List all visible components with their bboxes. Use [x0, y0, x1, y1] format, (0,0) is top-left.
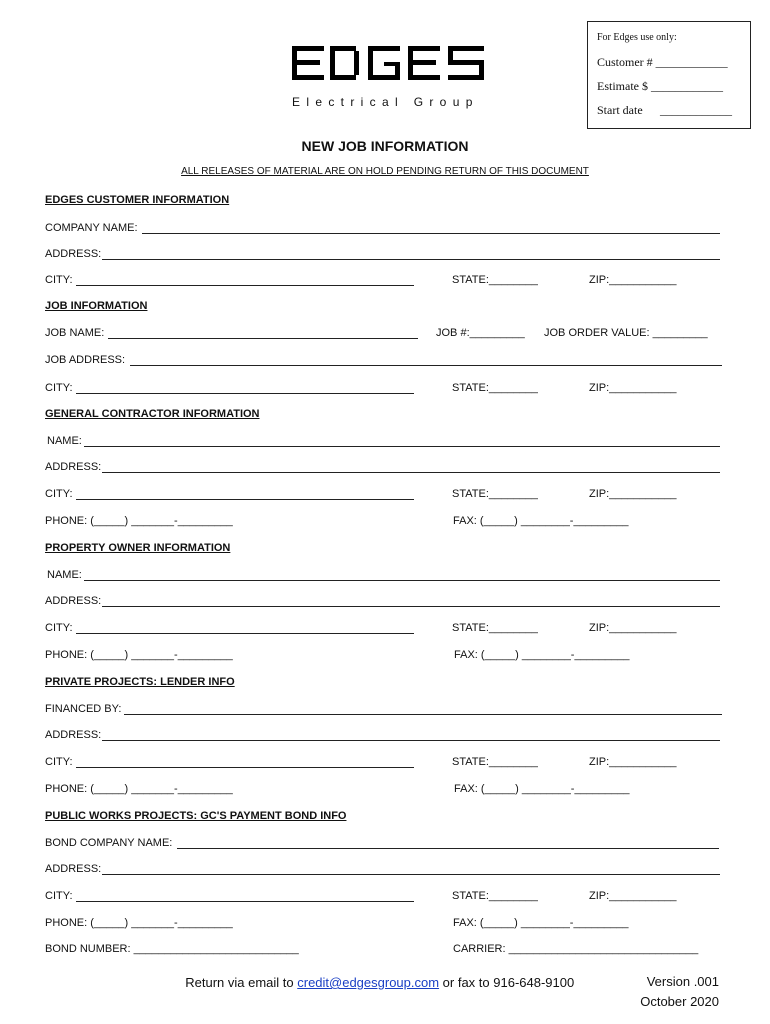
footer-date: October 2020	[640, 994, 719, 1009]
label-city: CITY:	[45, 622, 73, 634]
label-job-name: JOB NAME:	[45, 327, 105, 339]
field-fax[interactable]: FAX: (_____) ________-_________	[454, 649, 630, 661]
field-address[interactable]	[102, 606, 720, 607]
field-job-name[interactable]	[108, 338, 418, 339]
field-fax[interactable]: FAX: (_____) ________-_________	[453, 917, 629, 929]
field-state[interactable]: STATE:________	[452, 756, 538, 768]
label-address: ADDRESS:	[45, 729, 102, 741]
label-address: ADDRESS:	[45, 863, 102, 875]
label-city: CITY:	[45, 382, 73, 394]
field-job-address[interactable]	[130, 365, 722, 366]
field-address[interactable]	[102, 259, 720, 260]
field-state[interactable]: STATE:________	[452, 382, 538, 394]
field-name[interactable]	[84, 580, 720, 581]
field-zip[interactable]: ZIP:___________	[589, 382, 677, 394]
footer-return-line	[178, 960, 574, 990]
field-address[interactable]	[102, 874, 720, 875]
label-financed-by: FINANCED BY:	[45, 703, 122, 715]
section-header-customer: EDGES CUSTOMER INFORMATION	[45, 194, 230, 206]
logo-subtitle: E l e c t r i c a l G r o u p	[292, 95, 474, 109]
field-zip[interactable]: ZIP:___________	[589, 756, 677, 768]
field-bond-number[interactable]: BOND NUMBER: ___________________________	[45, 943, 299, 955]
edges-logo	[292, 46, 484, 80]
field-job-number[interactable]: JOB #:_________	[436, 327, 525, 339]
notice-text: ALL RELEASES OF MATERIAL ARE ON HOLD PENDING RETURN OF THIS DOCUMENT	[181, 166, 589, 177]
label-city: CITY:	[45, 488, 73, 500]
field-city[interactable]	[76, 499, 414, 500]
field-name[interactable]	[84, 446, 720, 447]
field-bond-company[interactable]	[177, 848, 719, 849]
field-address[interactable]	[102, 740, 720, 741]
office-customer-field[interactable]: Customer # ____________	[597, 55, 728, 69]
label-bond-company: BOND COMPANY NAME:	[45, 837, 173, 849]
field-city[interactable]	[76, 393, 414, 394]
label-city: CITY:	[45, 890, 73, 902]
field-address[interactable]	[102, 472, 720, 473]
page-title: NEW JOB INFORMATION	[301, 138, 469, 154]
section-header-bond: PUBLIC WORKS PROJECTS: GC'S PAYMENT BOND INFO	[45, 810, 347, 822]
field-state[interactable]: STATE:________	[452, 488, 538, 500]
field-city[interactable]	[76, 285, 414, 286]
label-city: CITY:	[45, 756, 73, 768]
office-start-field[interactable]: ____________	[660, 103, 732, 117]
office-start-label: Start date	[597, 103, 643, 117]
label-city: CITY:	[45, 274, 73, 286]
section-header-owner: PROPERTY OWNER INFORMATION	[45, 542, 231, 554]
footer-return-text: Return via email to	[185, 975, 298, 990]
field-phone[interactable]: PHONE: (_____) _______-_________	[45, 515, 233, 527]
label-address: ADDRESS:	[45, 595, 102, 607]
field-phone[interactable]: PHONE: (_____) _______-_________	[45, 649, 233, 661]
field-zip[interactable]: ZIP:___________	[589, 488, 677, 500]
field-phone[interactable]: PHONE: (_____) _______-_________	[45, 917, 233, 929]
field-phone[interactable]: PHONE: (_____) _______-_________	[45, 783, 233, 795]
label-name: NAME:	[47, 435, 82, 447]
field-carrier[interactable]: CARRIER: _______________________________	[453, 943, 699, 955]
field-city[interactable]	[76, 901, 414, 902]
field-fax[interactable]: FAX: (_____) ________-_________	[454, 783, 630, 795]
section-header-job: JOB INFORMATION	[45, 300, 148, 312]
field-fax[interactable]: FAX: (_____) ________-_________	[453, 515, 629, 527]
field-city[interactable]	[76, 767, 414, 768]
field-city[interactable]	[76, 633, 414, 634]
field-state[interactable]: STATE:________	[452, 890, 538, 902]
label-address: ADDRESS:	[45, 248, 102, 260]
section-header-lender: PRIVATE PROJECTS: LENDER INFO	[45, 676, 235, 688]
field-state[interactable]: STATE:________	[452, 622, 538, 634]
edges-logo-mark	[292, 46, 484, 80]
footer-fax-text: or fax to 916-648-9100	[439, 975, 575, 990]
label-job-address: JOB ADDRESS:	[45, 354, 126, 366]
field-job-order-value[interactable]: JOB ORDER VALUE: _________	[544, 327, 708, 339]
footer-version: Version .001	[646, 974, 719, 989]
field-zip[interactable]: ZIP:___________	[589, 274, 677, 286]
field-zip[interactable]: ZIP:___________	[589, 890, 677, 902]
label-company-name: COMPANY NAME:	[45, 222, 138, 234]
field-state[interactable]: STATE:________	[452, 274, 538, 286]
footer-email-link[interactable]: credit@edgesgroup.com	[297, 975, 440, 990]
label-name: NAME:	[47, 569, 82, 581]
field-company-name[interactable]	[142, 233, 720, 234]
office-estimate-field[interactable]: Estimate $ ____________	[597, 79, 723, 93]
office-use-title: For Edges use only:	[597, 32, 677, 43]
label-address: ADDRESS:	[45, 461, 102, 473]
field-financed-by[interactable]	[124, 714, 722, 715]
field-zip[interactable]: ZIP:___________	[589, 622, 677, 634]
section-header-gc: GENERAL CONTRACTOR INFORMATION	[45, 408, 260, 420]
